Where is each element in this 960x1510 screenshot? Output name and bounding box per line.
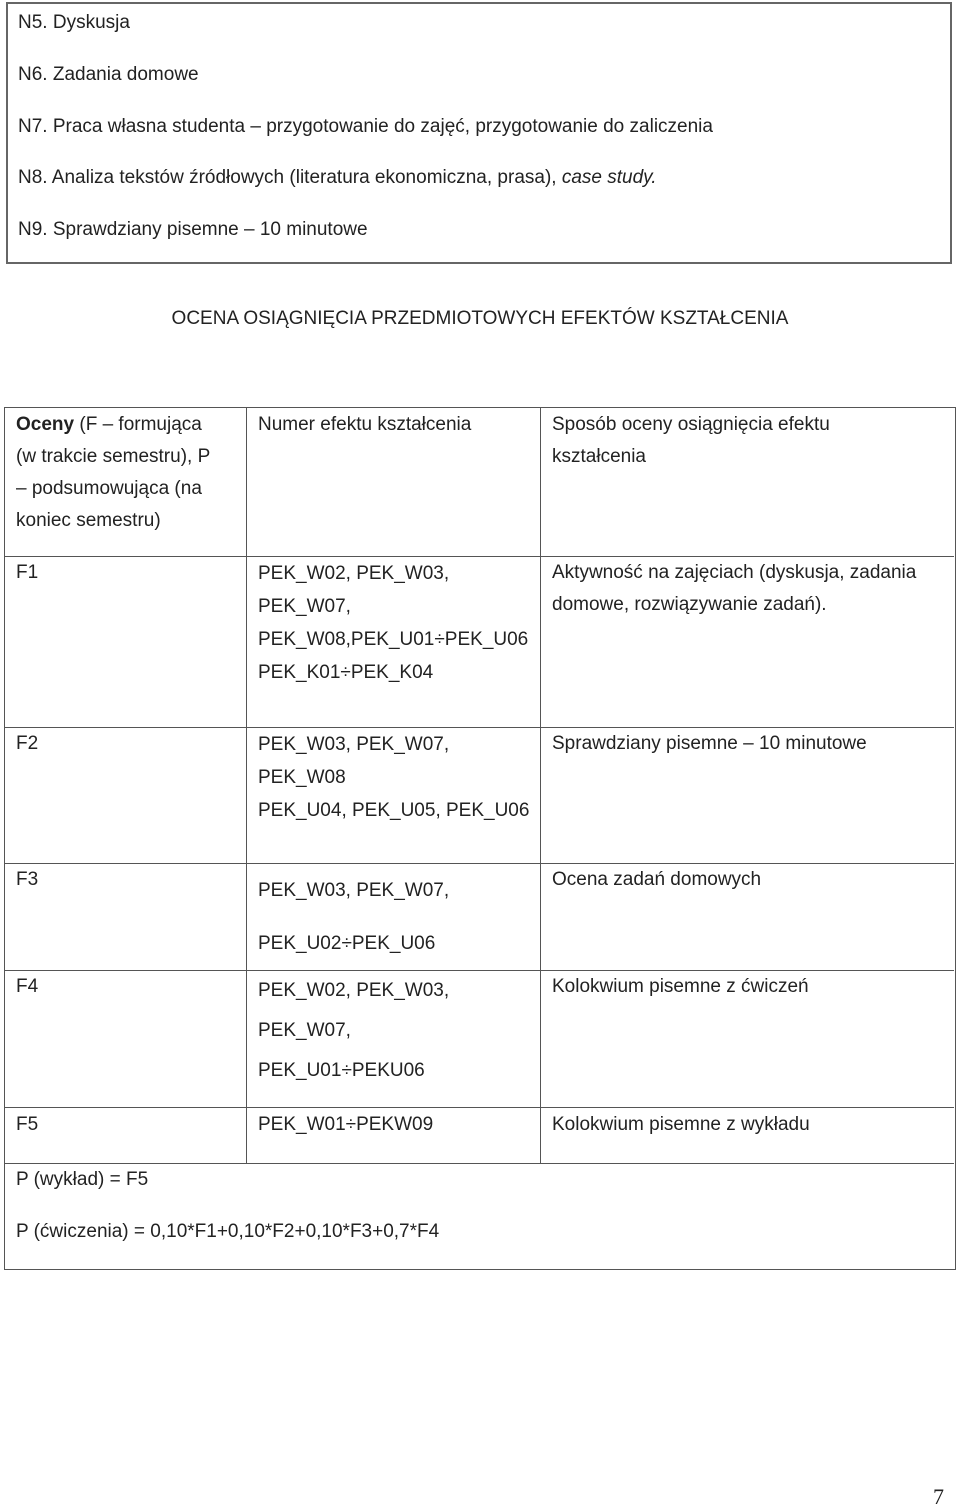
effects-cell: PEK_W02, PEK_W03, PEK_W07, PEK_U01÷PEKU06 — [258, 980, 450, 1081]
effects-cell: PEK_W01÷PEKW09 — [258, 1114, 434, 1135]
method-cell: Kolokwium pisemne z ćwiczeń — [552, 976, 809, 997]
method-item — [18, 166, 657, 190]
grade-cell: F3 — [16, 869, 39, 890]
table-column-divider — [540, 408, 541, 1163]
header-grades-rest: (F – formująca (w trakcie semestru), P – podsumowująca (na koniec semestru) — [16, 414, 211, 531]
grade-cell: F2 — [16, 733, 39, 754]
table-row-divider — [5, 863, 954, 864]
table-column-divider — [246, 408, 247, 1163]
method-item: N6. Zadania domowe — [18, 64, 199, 85]
section-title: OCENA OSIĄGNIĘCIA PRZEDMIOTOWYCH EFEKTÓW KSZTAŁCENIA — [171, 308, 789, 329]
method-item: N7. Praca własna studenta – przygotowanie do zajęć, przygotowanie do zaliczenia — [18, 116, 713, 137]
method-text: N8. Analiza tekstów źródłowych (literatura ekonomiczna, prasa), — [18, 167, 562, 188]
method-italic-text: case study. — [561, 167, 657, 188]
header-assessment-method: Sposób oceny osiągnięcia efektu kształcenia — [552, 414, 830, 467]
method-item: N5. Dyskusja — [18, 12, 130, 33]
grade-cell: F1 — [16, 562, 39, 583]
table-row-divider — [5, 1107, 954, 1108]
teaching-methods-box — [6, 2, 952, 264]
method-cell: Aktywność na zajęciach (dyskusja, zadania domowe, rozwiązywanie zadań). — [552, 562, 917, 615]
effects-cell: PEK_W03, PEK_W07, PEK_W08 PEK_U04, PEK_U05, PEK_U06 — [258, 734, 530, 821]
effects-cell: PEK_W02, PEK_W03, PEK_W07, PEK_W08,PEK_U01÷PEK_U06 PEK_K01÷PEK_K04 — [258, 563, 529, 683]
header-effect-number: Numer efektu kształcenia — [258, 414, 472, 435]
grade-cell: F4 — [16, 976, 39, 997]
page-number: 7 — [933, 1484, 944, 1509]
final-grade-exercises: P (ćwiczenia) = 0,10*F1+0,10*F2+0,10*F3+0,7*F4 — [16, 1221, 440, 1242]
table-row-divider — [5, 970, 954, 971]
effects-cell: PEK_W03, PEK_W07, PEK_U02÷PEK_U06 — [258, 880, 450, 954]
header-grades — [16, 409, 210, 537]
method-item: N9. Sprawdziany pisemne – 10 minutowe — [18, 219, 368, 240]
method-cell: Kolokwium pisemne z wykładu — [552, 1114, 810, 1135]
grade-cell: F5 — [16, 1114, 39, 1135]
assessment-table — [4, 407, 956, 1270]
final-grade-lecture: P (wykład) = F5 — [16, 1169, 149, 1190]
header-grades-bold: Oceny — [16, 414, 75, 435]
method-cell: Ocena zadań domowych — [552, 869, 762, 890]
method-cell: Sprawdziany pisemne – 10 minutowe — [552, 733, 867, 754]
